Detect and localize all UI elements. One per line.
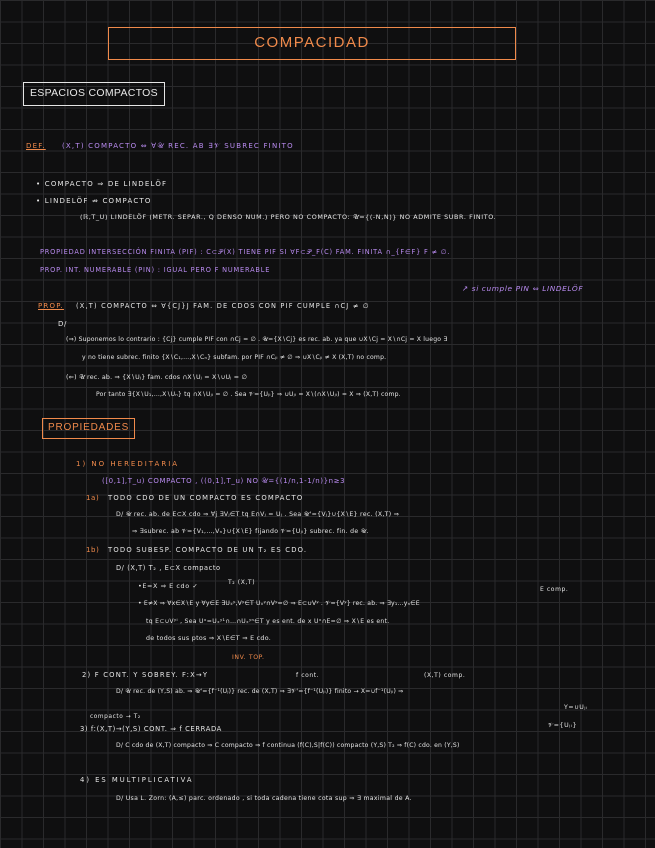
pin-definition: PROP. INT. NUMERABLE (PIN) : IGUAL PERO F NUMERABLE: [40, 266, 271, 274]
section-heading-espacios-compactos: ESPACIOS COMPACTOS: [23, 82, 165, 106]
bullet-compacto-lindelof: • COMPACTO ⇒ DE LINDELÖF: [36, 180, 168, 188]
prop-1b-case-2: • E≠X ⇒ ∀x∈X∖E y ∀y∈E ∃Uₓʸ,Vʸ∈T Uₓʸ∩Vʸ=∅ ⇒ E⊂∪Vʸ . 𝒱={Vʸ} rec. ab. ⇒ ∃y₁…yₙ∈E: [138, 600, 420, 607]
page-title: COMPACIDAD: [108, 27, 516, 60]
prop-3-proof: D/ C cdo de (X,T) compacto ⇒ C compacto ⇒ f continua (f(C),S|f(C)) compacto (Y,S) T₂ ⇒ f(C) cdo. en (Y,S): [116, 742, 460, 749]
prop-1b-case-1: •E=X ⇒ E cdo ✓: [138, 582, 199, 590]
t2-note: T₂ (X,T): [228, 579, 256, 586]
proof-line-2: y no tiene subrec. finito {X∖C₁,…,X∖Cₙ} subfam. por PIF ∩Cⱼᵢ ≠ ∅ ⇒ ∪X∖Cⱼᵢ ≠ X (X,T) no comp.: [82, 354, 387, 361]
proof-line-3: (⇐) 𝒰 rec. ab. ⇒ {X∖Uⱼ} fam. cdos ∩X∖Uⱼ = X∖∪Uⱼ = ∅: [66, 374, 248, 381]
def-label: DEF.: [26, 142, 46, 150]
prop-4-heading: 4) ES MULTIPLICATIVA: [80, 776, 194, 784]
prop-2-heading: 2) F CONT. Y SOBREY. F:X→Y: [82, 671, 209, 679]
prop-1b-conclusion: de todos sus ptos ⇒ X∖E∈T ⇒ E cdo.: [146, 635, 272, 642]
lindelof-example: (ℝ,T_U) LINDELÖF (METR. SEPAR., Q DENSO NUM.) PERO NO COMPACTO: 𝒰={(-N,N)} NO ADMITE SUBR. FINITO.: [80, 213, 497, 221]
e-comp-note: E comp.: [540, 586, 569, 593]
prop-1a-statement: TODO CDO DE UN COMPACTO ES COMPACTO: [108, 494, 304, 502]
xt-comp-note: (X,T) comp.: [424, 672, 466, 679]
def-text: (X,T) COMPACTO ⇔ ∀𝒰 REC. AB ∃𝒱 SUBREC FINITO: [62, 142, 294, 150]
prop-1a-proof-1: D/ 𝒰 rec. ab. de E⊂X cdo ⇒ ∀j ∃Vⱼ∈T tq E∩Vⱼ = Uⱼ . Sea 𝒰'={Vⱼ}∪{X∖E} rec. (X,T) ⇒: [116, 511, 400, 518]
proof-label: D/: [58, 320, 67, 328]
compacto-t2-note: compacto → T₂: [90, 714, 141, 720]
proof-line-1: (⇒) Suponemos lo contrario : {Cj} cumple PIF con ∩Cj = ∅ . 𝒰={X∖Cj} es rec. ab. ya que ∪X∖Cj = X∖∩Cj = X luego ∃: [66, 336, 448, 343]
prop-statement: (X,T) COMPACTO ⇔ ∀{CJ}J FAM. DE CDOS CON PIF CUMPLE ∩CJ ≠ ∅: [76, 302, 370, 310]
pif-definition: PROPIEDAD INTERSECCIÓN FINITA (PIF) : C⊂𝒫(X) TIENE PIF SI ∀F⊂𝒫_F(C) FAM. FINITA ∩_{F∈F} F ≠ ∅.: [40, 248, 451, 256]
f-cont-note: f cont.: [296, 672, 320, 679]
proof-line-4: Por tanto ∃{X∖U₁,…,X∖Uₙ} tq ∩X∖Uⱼᵢ = ∅ . Sea 𝒱={Uⱼᵢ} ⇒ ∪Uⱼᵢ = X∖(∩X∖Uⱼᵢ) = X ⇒ (X,T) comp.: [96, 391, 401, 398]
prop-4-proof: D/ Usa L. Zorn: (A,≤) parc. ordenado , si toda cadena tiene cota sup ⇒ ∃ maximal de A.: [116, 795, 412, 802]
prop-1b-statement: TODO SUBESP. COMPACTO DE UN T₂ ES CDO.: [108, 546, 308, 554]
prop-1-example: ([0,1],T_u) COMPACTO , ((0,1],T_u) NO 𝒰={(1/n,1-1/n)}n≥3: [102, 477, 346, 485]
bullet-lindelof-no-compacto: • LINDELÖF ⇏ COMPACTO: [36, 197, 152, 205]
prop-1-heading: 1) NO HEREDITARIA: [76, 460, 180, 468]
prop-2-proof-1: D/ 𝒰 rec. de (Y,S) ab. ⇒ 𝒰'={f⁻¹(Uⱼ)} rec. de (X,T) ⇒ ∃𝒱'={f⁻¹(Uⱼᵢ)} finito → X=∪f⁻¹(Uⱼᵢ) ⇒: [116, 688, 404, 695]
prop-label: PROP.: [38, 302, 64, 310]
prop-1a-proof-2: ⇒ ∃subrec. ab 𝒱={V₁,…,Vₙ}∪{X∖E} fijando 𝒱={Uⱼᵢ} subrec. fin. de 𝒰.: [132, 528, 369, 535]
prop-1a-label: 1a): [86, 494, 100, 502]
prop-2-proof-2: Y=∪Uⱼᵢ: [564, 704, 588, 711]
prop-3-heading: 3) f:(X,T)→(Y,S) CONT. ⇒ f CERRADA: [80, 725, 222, 733]
prop-1b-case-2-cont: tq E⊂∪Vʸⁱ , Sea Uˣ=Uₓʸ¹∩…∩Uₓʸⁿ∈T y es ent. de x Uˣ∩E=∅ ⇒ X∖E es ent.: [146, 618, 390, 625]
inv-top-note: INV. TOP.: [232, 654, 265, 661]
pin-lindelof-note: ↗ si cumple PIN ⇔ LINDELÖF: [462, 284, 584, 293]
section-heading-propiedades: PROPIEDADES: [42, 418, 135, 439]
prop-1b-label: 1b): [86, 546, 100, 554]
v-subrec-note: 𝒱={Uⱼᵢ}: [548, 722, 578, 729]
prop-1b-proof-setup: D/ (X,T) T₂ , E⊂X compacto: [116, 564, 221, 572]
